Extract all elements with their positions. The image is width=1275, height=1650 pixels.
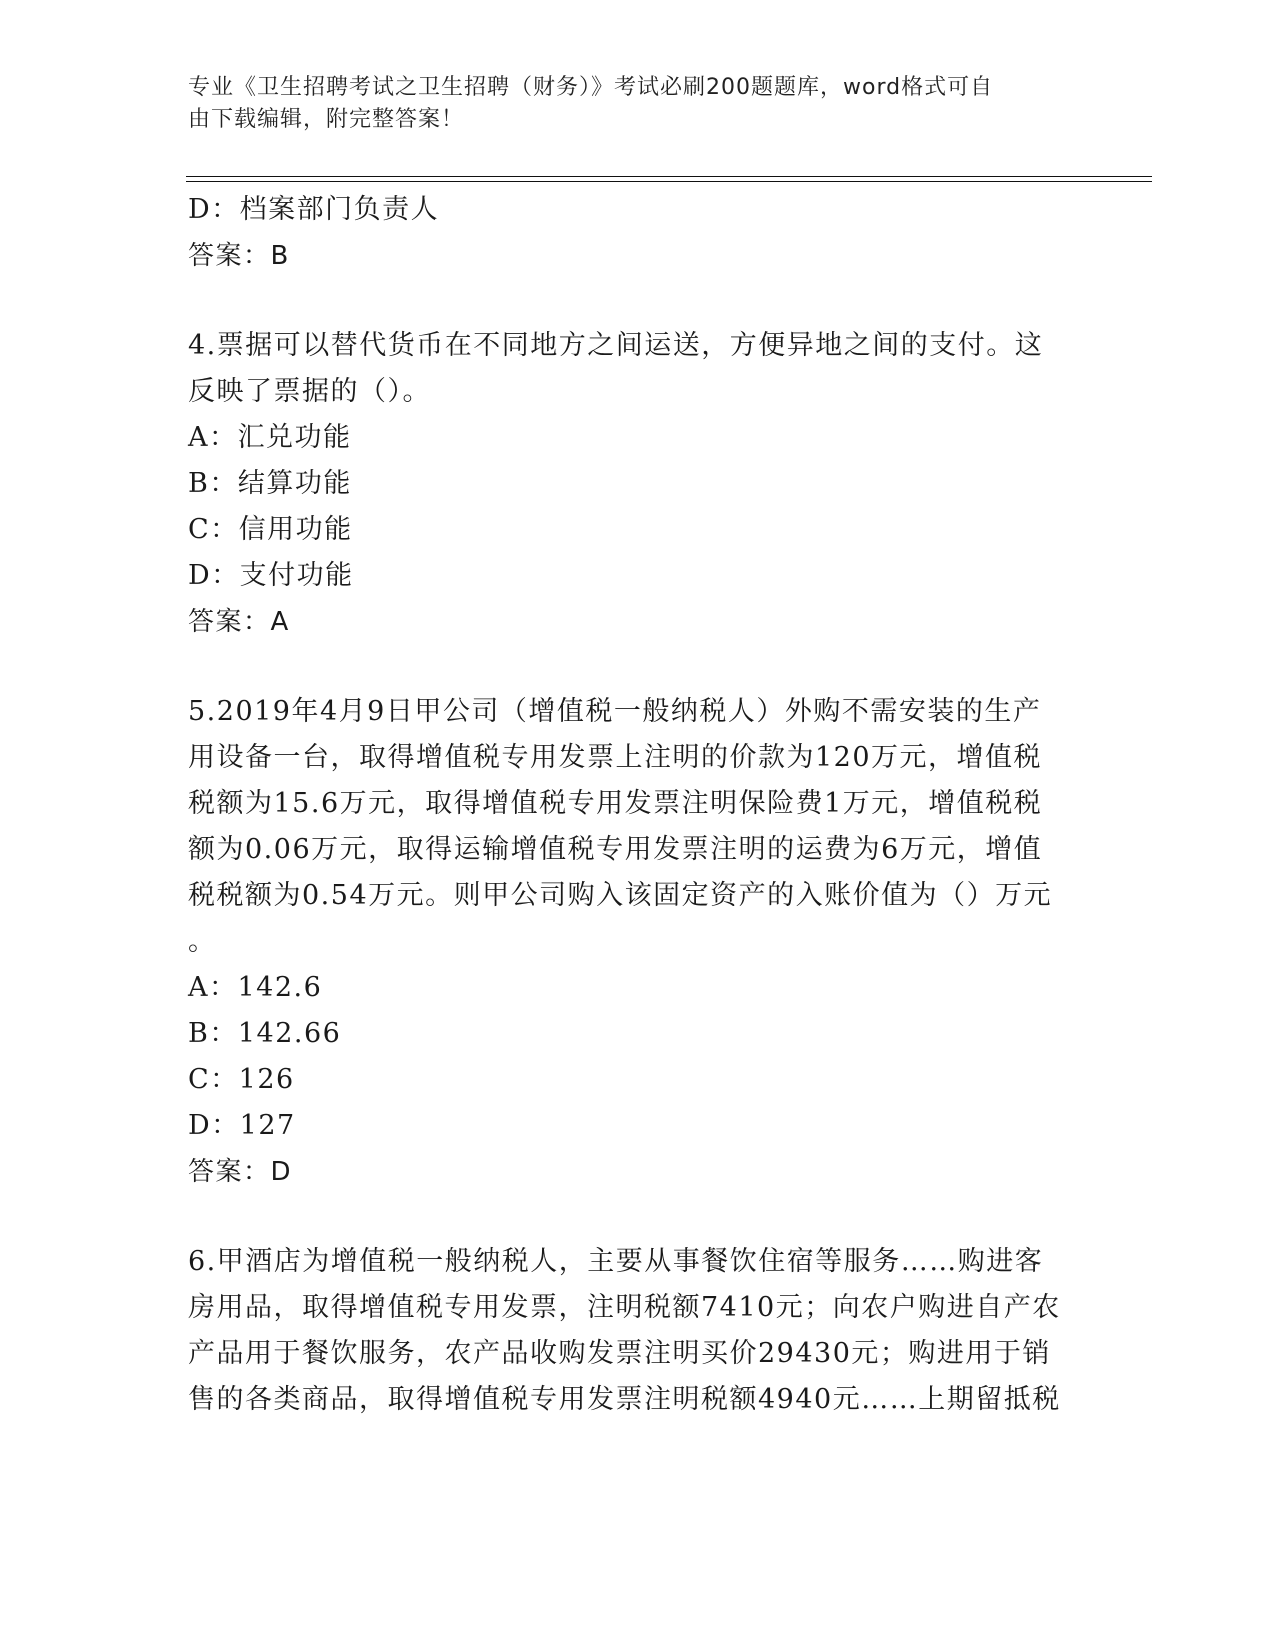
q4-stem-line: 4.票据可以替代货币在不同地方之间运送，方便异地之间的支付。这: [188, 330, 1044, 361]
question-4: [188, 323, 1078, 645]
q6-stem-line: 房用品，取得增值税专用发票，注明税额7410元；向农户购进自产农: [188, 1292, 1061, 1323]
q3-answer: 答案：B: [188, 241, 290, 271]
header-line-1: 专业《卫生招聘考试之卫生招聘（财务）》考试必刷200题题库，word格式可自: [188, 75, 994, 100]
q6-stem-line: 售的各类商品，取得增值税专用发票注明税额4940元……上期留抵税: [188, 1384, 1061, 1415]
question-6: [188, 1239, 1078, 1423]
q4-stem-line: 反映了票据的（）。: [188, 376, 431, 407]
q4-option-b: B：结算功能: [188, 468, 352, 499]
q5-stem-line: 5.2019年4月9日甲公司（增值税一般纳税人）外购不需安装的生产: [188, 696, 1042, 727]
header-rule-top: [186, 176, 1152, 177]
spacer: [188, 1195, 1078, 1239]
q5-option-d: D：127: [188, 1110, 296, 1141]
q6-stem-line: 6.甲酒店为增值税一般纳税人，主要从事餐饮住宿等服务……购进客: [188, 1246, 1044, 1277]
q5-stem-line: 用设备一台，取得增值税专用发票上注明的价款为120万元，增值税: [188, 742, 1043, 773]
spacer: [188, 279, 1078, 323]
q5-option-a: A：142.6: [188, 972, 323, 1003]
spacer: [188, 645, 1078, 689]
q5-stem-line: 额为0.06万元，取得运输增值税专用发票注明的运费为6万元，增值: [188, 834, 1043, 865]
q4-option-d: D：支付功能: [188, 560, 354, 591]
q4-option-c: C：信用功能: [188, 514, 353, 545]
q5-stem-line: 。: [188, 926, 217, 957]
q6-stem-line: 产品用于餐饮服务，农产品收购发票注明买价29430元；购进用于销: [188, 1338, 1051, 1369]
question-5: [188, 689, 1078, 1195]
q5-stem-line: 税额为15.6万元，取得增值税专用发票注明保险费1万元，增值税税: [188, 788, 1043, 819]
header-rule-bottom: [186, 181, 1152, 182]
q3-option-d: D：档案部门负责人: [188, 194, 440, 225]
q4-option-a: A：汇兑功能: [188, 422, 352, 453]
q4-answer: 答案：A: [188, 607, 290, 637]
q5-answer: 答案：D: [188, 1157, 293, 1187]
q5-stem-line: 税税额为0.54万元。则甲公司购入该固定资产的入账价值为（）万元: [188, 880, 1053, 911]
header-line-2: 由下载编辑，附完整答案！: [188, 107, 465, 132]
question-content: [188, 187, 1078, 1423]
q5-option-b: B：142.66: [188, 1018, 342, 1049]
q5-option-c: C：126: [188, 1064, 295, 1095]
document-header: [188, 72, 1068, 136]
